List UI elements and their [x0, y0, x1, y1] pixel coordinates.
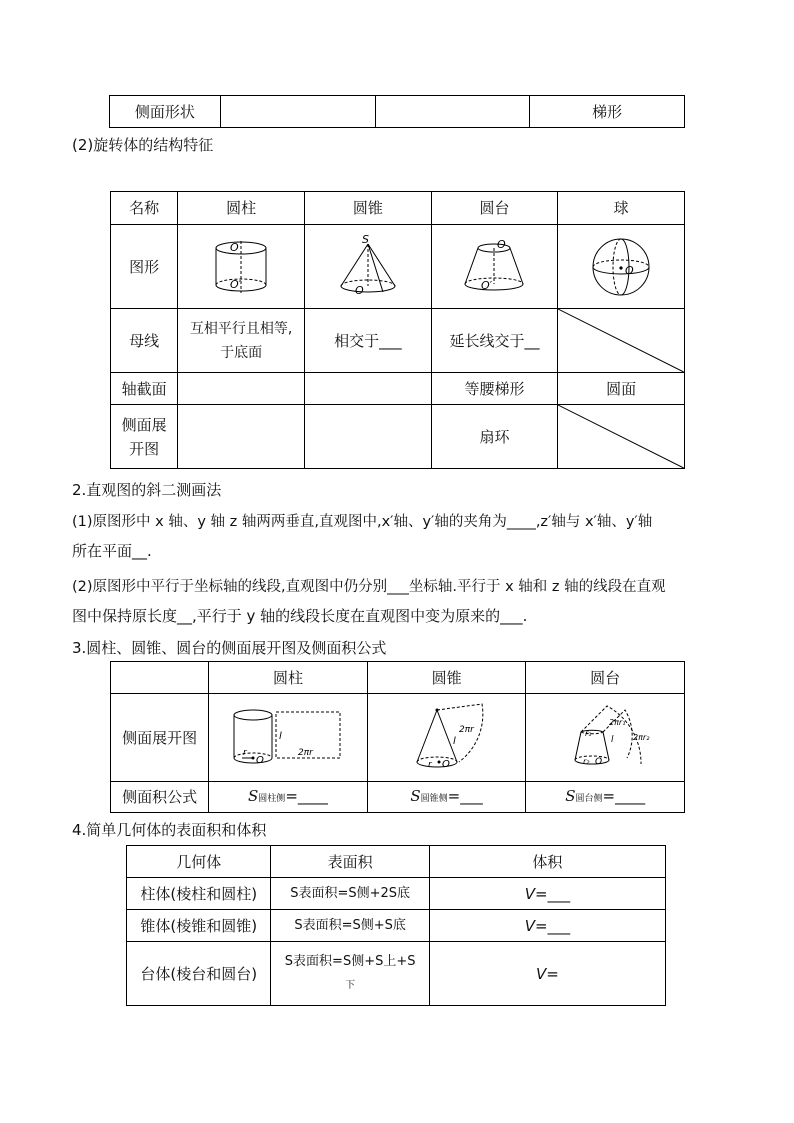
row-formula-label: 侧面积公式	[111, 782, 209, 813]
area-formula: S表面积=S侧+S底	[271, 910, 429, 942]
svg-text:S: S	[361, 233, 369, 246]
header-cone: 圆锥	[367, 662, 526, 694]
frustum-unfold-figure	[526, 694, 685, 782]
svg-text:O′: O′	[230, 277, 242, 291]
lateral-shape-table	[109, 95, 685, 128]
lateral-area-table	[110, 661, 685, 813]
svg-text:2πr: 2πr	[297, 747, 313, 758]
row-lateral-label: 侧面展 开图	[111, 405, 178, 469]
section-2-p1a: (1)原图形中 x 轴、y 轴 z 轴两两垂直,直观图中,x′轴、y′轴的夹角为____,z′轴与 x′轴、y′轴	[72, 514, 653, 530]
svg-text:O: O	[354, 283, 364, 297]
section-heading: (2)旋转体的结构特征	[72, 136, 214, 154]
svg-text:O′: O′	[481, 278, 493, 292]
svg-text:2πr₁: 2πr₁	[609, 717, 626, 727]
solid-name: 锥体(棱锥和圆锥)	[127, 910, 271, 942]
cylinder-figure	[178, 225, 305, 309]
section-2-p2b: 图中保持原长度__,平行于 y 轴的线段长度在直观图中变为原来的___.	[72, 607, 528, 625]
header-cone: 圆锥	[305, 192, 432, 225]
header-cylinder: 圆柱	[178, 192, 305, 225]
lateral-sphere-blank	[558, 405, 685, 469]
cell	[220, 96, 375, 128]
formula-frustum: S圆台侧=____	[526, 782, 685, 813]
header-frustum: 圆台	[431, 192, 558, 225]
lateral-cylinder	[178, 405, 305, 469]
gen-cylinder: 互相平行且相等, 于底面	[178, 309, 305, 373]
row-label: 侧面形状	[110, 96, 221, 128]
gen-frustum: 延长线交于__	[431, 309, 558, 373]
cone-unfold-figure	[367, 694, 526, 782]
svg-text:O: O	[497, 237, 507, 251]
row-figure-label: 图形	[111, 225, 178, 309]
row-generatrix-label: 母线	[111, 309, 178, 373]
area-formula: S表面积=S侧+S上+S 下	[271, 942, 429, 1006]
svg-text:l: l	[278, 730, 282, 742]
area-formula: S表面积=S侧+2S底	[271, 878, 429, 910]
area-volume-table	[126, 845, 666, 1006]
header-volume: 体积	[429, 846, 665, 878]
axial-frustum: 等腰梯形	[431, 373, 558, 405]
lateral-cone	[305, 405, 432, 469]
section-2-title: 2.直观图的斜二测画法	[72, 481, 222, 499]
cell	[375, 96, 530, 128]
header-sphere: 球	[558, 192, 685, 225]
svg-text:2πr₂: 2πr₂	[633, 732, 650, 742]
volume-formula: V=___	[429, 878, 665, 910]
volume-formula: V=___	[429, 910, 665, 942]
frustum-figure	[431, 225, 558, 309]
svg-text:2πr: 2πr	[458, 724, 474, 735]
svg-text:l: l	[611, 734, 614, 745]
svg-text:O: O	[625, 263, 634, 277]
header-area: 表面积	[271, 846, 429, 878]
axial-sphere: 圆面	[558, 373, 685, 405]
formula-cylinder: S圆柱侧=____	[209, 782, 368, 813]
header-cylinder: 圆柱	[209, 662, 368, 694]
header-solid: 几何体	[127, 846, 271, 878]
svg-text:r: r	[427, 759, 432, 770]
svg-text:r₂: r₂	[583, 756, 590, 766]
svg-text:r: r	[242, 747, 247, 758]
section-2-p1b: 所在平面__.	[72, 542, 152, 560]
gen-sphere-blank	[558, 309, 685, 373]
cell: 梯形	[530, 96, 685, 128]
section-2-p2a: (2)原图形中平行于坐标轴的线段,直观图中仍分别___坐标轴.平行于 x 轴和 z 轴的线段在直观	[72, 579, 666, 595]
axial-cone	[305, 373, 432, 405]
cone-figure	[305, 225, 432, 309]
cylinder-unfold-figure	[209, 694, 368, 782]
row-axial-label: 轴截面	[111, 373, 178, 405]
svg-text:l: l	[452, 735, 456, 747]
formula-cone: S圆锥侧=___	[367, 782, 526, 813]
svg-text:O: O	[595, 756, 603, 767]
header-frustum: 圆台	[526, 662, 685, 694]
header-name: 名称	[111, 192, 178, 225]
svg-text:O: O	[230, 240, 239, 254]
sphere-figure	[558, 225, 685, 309]
rotation-solids-table	[110, 191, 685, 469]
gen-cone: 相交于___	[305, 309, 432, 373]
solid-name: 柱体(棱柱和圆柱)	[127, 878, 271, 910]
volume-formula: V=	[429, 942, 665, 1006]
row-unfold-label: 侧面展开图	[111, 694, 209, 782]
axial-cylinder	[178, 373, 305, 405]
svg-text:O: O	[441, 758, 450, 770]
header-empty	[111, 662, 209, 694]
lateral-frustum: 扇环	[431, 405, 558, 469]
section-3-title: 3.圆柱、圆锥、圆台的侧面展开图及侧面积公式	[72, 639, 387, 657]
section-4-title: 4.简单几何体的表面积和体积	[72, 821, 267, 839]
solid-name: 台体(棱台和圆台)	[127, 942, 271, 1006]
svg-text:O: O	[255, 754, 264, 766]
svg-text:r₁: r₁	[585, 728, 592, 738]
